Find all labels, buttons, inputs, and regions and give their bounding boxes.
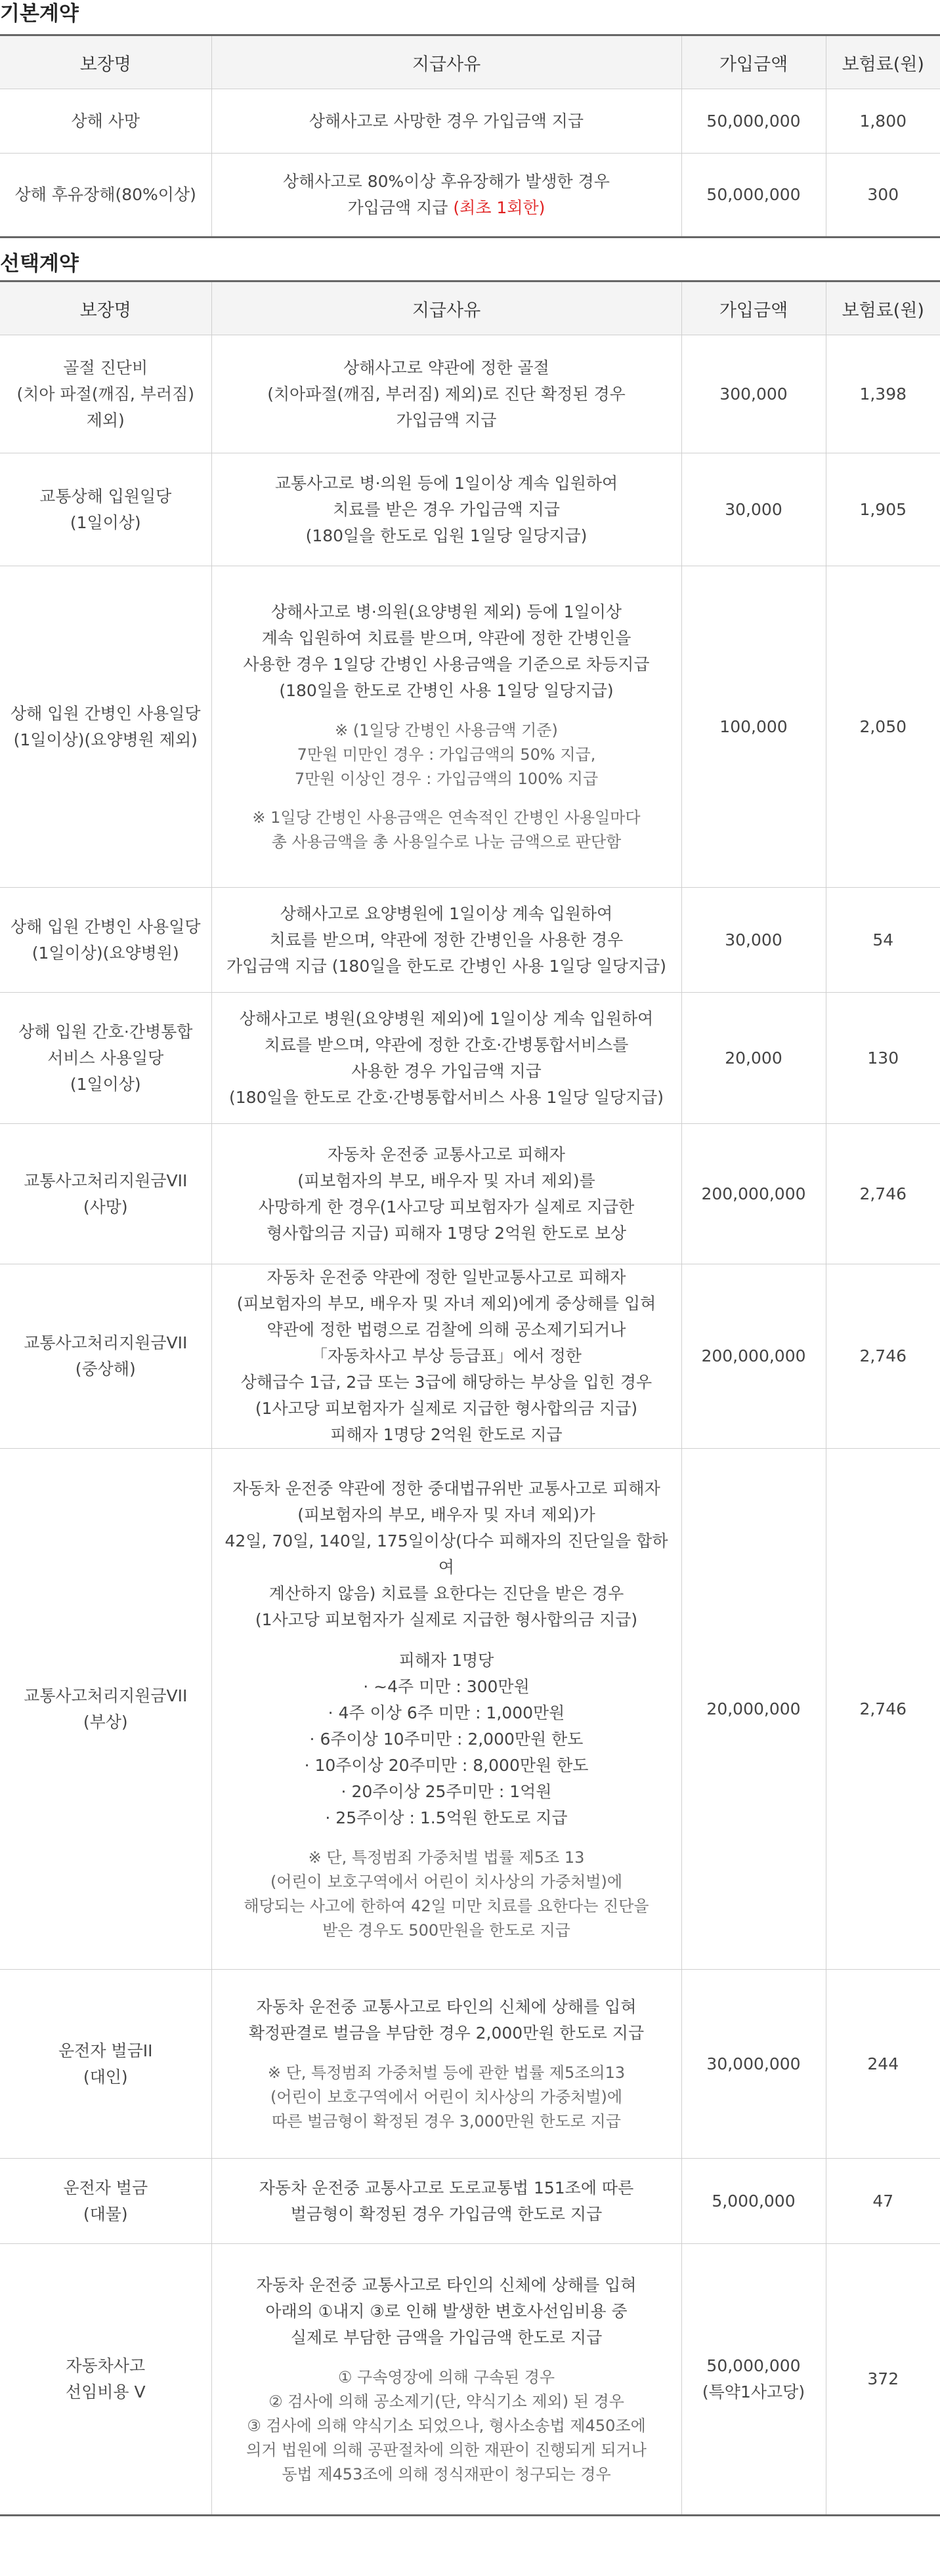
coverage-name — [0, 1449, 211, 1970]
payment-reason — [211, 335, 681, 453]
reason-line: 계산하지 않음) 치료를 요한다는 진단을 받은 경우 — [268, 1583, 624, 1603]
coverage-name — [0, 993, 211, 1124]
amount — [681, 993, 826, 1124]
table-row — [0, 1124, 940, 1264]
premium: 130 — [826, 993, 940, 1124]
optional-contract-title: 선택계약 — [0, 252, 79, 276]
coverage-name: 상해 사망 — [0, 89, 211, 154]
table-row — [0, 1264, 940, 1449]
spacer — [220, 2046, 673, 2061]
note-line: 따른 벌금형이 확정된 경우 3,000만원 한도로 지급 — [272, 2112, 621, 2130]
header-premium: 보험료(원) — [826, 281, 940, 335]
note-line: ※ 1일당 간병인 사용금액은 연속적인 간병인 사용일마다 — [252, 808, 641, 827]
reason-line: 아래의 ①내지 ③로 인해 발생한 변호사선임비용 중 — [265, 2301, 628, 2321]
amount-value: 20,000,000 — [706, 1699, 801, 1718]
amount: 50,000,000 — [681, 154, 826, 238]
coverage-name-line: 골절 진단비 — [63, 358, 148, 377]
payment-reason — [211, 993, 681, 1124]
premium: 2,746 — [826, 1264, 940, 1449]
coverage-name-line: (대물) — [83, 2204, 128, 2224]
reason-line: · 20주이상 25주미만 : 1억원 — [341, 1781, 552, 1801]
header-amount: 가입금액 — [681, 35, 826, 89]
table-row — [0, 154, 940, 238]
note-line: ※ 단, 특정범죄 가중처벌 등에 관한 법률 제5조의13 — [267, 2064, 626, 2082]
table-row — [0, 1970, 940, 2159]
reason-line: (180일을 한도로 입원 1일당 일당지급) — [305, 526, 588, 545]
coverage-name-line: (1일이상) — [70, 512, 141, 532]
reason-line: 상해급수 1급, 2급 또는 3급에 해당하는 부상을 입힌 경우 — [240, 1373, 652, 1392]
amount — [681, 453, 826, 566]
premium: 47 — [826, 2159, 940, 2244]
reason-line: 피해자 1명당 2억원 한도로 지급 — [330, 1425, 563, 1444]
payment-reason — [211, 1449, 681, 1970]
note-line: 총 사용금액을 총 사용일수로 나눈 금액으로 판단함 — [271, 833, 622, 851]
amount-value: 200,000,000 — [701, 1184, 806, 1203]
reason-line: 사용한 경우 가입금액 지급 — [351, 1061, 542, 1081]
coverage-name — [0, 453, 211, 566]
amount — [681, 335, 826, 453]
reason-line: 상해사고로 요양병원에 1일이상 계속 입원하여 — [280, 904, 613, 923]
coverage-name-line: 교통상해 입원일당 — [39, 486, 172, 506]
reason-line: · 4주 이상 6주 미만 : 1,000만원 — [328, 1703, 565, 1722]
coverage-name-line: 교통사고처리지원금VII — [24, 1686, 188, 1705]
reason-line: (180일을 한도로 간호·간병통합서비스 사용 1일당 일당지급) — [228, 1087, 664, 1107]
reason-line: · ~4주 미만 : 300만원 — [363, 1676, 530, 1696]
reason-line: (피보험자의 부모, 배우자 및 자녀 제외)가 — [297, 1505, 595, 1524]
table-row — [0, 2159, 940, 2244]
header-premium: 보험료(원) — [826, 35, 940, 89]
header-payment-reason: 지급사유 — [211, 35, 681, 89]
spacer — [220, 704, 673, 718]
amount — [681, 1264, 826, 1449]
premium: 54 — [826, 888, 940, 993]
coverage-name-line: 선임비용 V — [65, 2382, 146, 2401]
header-amount: 가입금액 — [681, 281, 826, 335]
amount-value: 20,000 — [725, 1048, 782, 1068]
table-row — [0, 566, 940, 888]
payment-reason — [211, 566, 681, 888]
amount-value: 50,000,000 — [706, 2356, 801, 2375]
reason-line: 상해사고로 병원(요양병원 제외)에 1일이상 계속 입원하여 — [239, 1008, 654, 1028]
payment-reason — [211, 1970, 681, 2159]
amount-value: 30,000,000 — [706, 2054, 801, 2073]
reason-line: 자동차 운전중 약관에 정한 중대법규위반 교통사고로 피해자 — [232, 1478, 660, 1498]
reason-line: 치료를 받은 경우 가입금액 지급 — [333, 499, 560, 519]
coverage-name-line: 교통사고처리지원금VII — [24, 1171, 188, 1190]
reason-line: 상해사고로 병·의원(요양병원 제외) 등에 1일이상 — [271, 602, 622, 621]
reason-line: 사망하게 한 경우(1사고당 피보험자가 실제로 지급한 — [258, 1197, 635, 1216]
reason-line: 상해사고로 약관에 정한 골절 — [343, 358, 549, 377]
amount — [681, 566, 826, 888]
coverage-name — [0, 566, 211, 888]
note-line: 7만원 미만인 경우 : 가입금액의 50% 지급, — [297, 745, 596, 764]
spacer — [220, 1633, 673, 1648]
table-row — [0, 888, 940, 993]
premium: 1,398 — [826, 335, 940, 453]
spacer — [220, 2351, 673, 2365]
premium: 2,746 — [826, 1124, 940, 1264]
coverage-name-line: (1일이상)(요양병원) — [32, 943, 179, 963]
coverage-name-line: (1일이상)(요양병원 제외) — [13, 730, 198, 749]
reason-line: 가입금액 지급 (180일을 한도로 간병인 사용 1일당 일당지급) — [226, 956, 667, 976]
table-row — [0, 1449, 940, 1970]
reason-line: (1사고당 피보험자가 실제로 지급한 형사합의금 지급) — [255, 1610, 638, 1629]
coverage-name — [0, 1264, 211, 1449]
coverage-name-line: 서비스 사용일당 — [47, 1048, 164, 1068]
basic-contract-table — [0, 34, 940, 238]
spacer — [220, 791, 673, 806]
amount — [681, 1124, 826, 1264]
amount-value: 30,000 — [725, 930, 782, 949]
amount — [681, 1970, 826, 2159]
note-line: ※ 단, 특정범죄 가중처벌 법률 제5조 13 — [308, 1848, 585, 1867]
reason-line: 자동차 운전중 약관에 정한 일반교통사고로 피해자 — [267, 1268, 626, 1287]
reason-line: 가입금액 지급 — [396, 410, 497, 430]
coverage-name-line: (1일이상) — [70, 1074, 141, 1094]
coverage-name-line: 상해 입원 간호·간병통합 — [18, 1022, 193, 1041]
payment-reason — [211, 154, 681, 238]
coverage-name-line: 상해 입원 간병인 사용일당 — [11, 703, 201, 723]
coverage-name — [0, 2159, 211, 2244]
reason-line: 피해자 1명당 — [398, 1650, 494, 1670]
note-line: 동법 제453조에 의해 정식재판이 청구되는 경우 — [282, 2464, 611, 2483]
reason-line: · 10주이상 20주미만 : 8,000만원 한도 — [304, 1755, 589, 1775]
coverage-name-line: 제외) — [86, 410, 125, 430]
payment-reason — [211, 888, 681, 993]
table-header-row — [0, 35, 940, 89]
coverage-name-line: 운전자 벌금 — [63, 2178, 148, 2197]
reason-line: 확정판결로 벌금을 부담한 경우 2,000만원 한도로 지급 — [248, 2024, 645, 2043]
header-coverage-name: 보장명 — [0, 35, 211, 89]
reason-line: 약관에 정한 법령으로 검찰에 의해 공소제기되거나 — [267, 1320, 626, 1339]
reason-line: 자동차 운전중 교통사고로 도로교통법 151조에 따른 — [259, 2178, 634, 2197]
header-payment-reason: 지급사유 — [211, 281, 681, 335]
reason-line: 42일, 70일, 140일, 175일이상(다수 피해자의 진단일을 합하여 — [224, 1531, 668, 1577]
premium: 2,050 — [826, 566, 940, 888]
payment-reason — [211, 1264, 681, 1449]
premium: 2,746 — [826, 1449, 940, 1970]
limit-highlight: (최초 1회한) — [453, 198, 545, 217]
reason-line: 사용한 경우 1일당 간병인 사용금액을 기준으로 차등지급 — [243, 655, 650, 674]
premium: 1,905 — [826, 453, 940, 566]
note-line: (어린이 보호구역에서 어린이 치사상의 가중처벌)에 — [270, 2088, 623, 2106]
reason-text: 가입금액 지급 — [347, 198, 448, 217]
reason-line: (180일을 한도로 간병인 사용 1일당 일당지급) — [279, 681, 614, 700]
premium: 1,800 — [826, 89, 940, 154]
payment-reason — [211, 2159, 681, 2244]
table-row — [0, 453, 940, 566]
table-row — [0, 89, 940, 154]
amount-value: 100,000 — [719, 717, 788, 736]
reason-line: 치료를 받으며, 약관에 정한 간호·간병통합서비스를 — [264, 1035, 629, 1054]
coverage-name-line: 교통사고처리지원금VII — [24, 1333, 188, 1352]
reason-line: 교통사고로 병·의원 등에 1일이상 계속 입원하여 — [274, 473, 618, 493]
reason-line: (피보험자의 부모, 배우자 및 자녀 제외)를 — [297, 1171, 595, 1190]
coverage-name-line: (대인) — [83, 2067, 128, 2087]
spacer — [220, 1831, 673, 1846]
premium: 244 — [826, 1970, 940, 2159]
note-line: 해당되는 사고에 한하여 42일 미만 치료를 요한다는 진단을 — [244, 1896, 649, 1915]
reason-line: · 6주이상 10주미만 : 2,000만원 한도 — [309, 1729, 584, 1749]
coverage-name — [0, 1124, 211, 1264]
note-line: ① 구속영장에 의해 구속된 경우 — [337, 2367, 555, 2386]
coverage-name-line: 상해 입원 간병인 사용일당 — [11, 917, 201, 936]
note-line: ② 검사에 의해 공소제기(단, 약식기소 제외) 된 경우 — [268, 2392, 624, 2411]
note-line: 의거 법원에 의해 공판절차에 의한 재판이 진행되게 되거나 — [246, 2440, 647, 2459]
coverage-name-line: 운전자 벌금II — [58, 2041, 153, 2060]
premium: 372 — [826, 2244, 940, 2516]
coverage-name-line: 자동차사고 — [66, 2356, 146, 2375]
coverage-name — [0, 1970, 211, 2159]
note-line: 7만원 이상인 경우 : 가입금액의 100% 지급 — [294, 770, 599, 788]
reason-line: 실제로 부담한 금액을 가입금액 한도로 지급 — [290, 2327, 603, 2347]
amount — [681, 2159, 826, 2244]
basic-contract-title: 기본계약 — [0, 2, 79, 26]
reason-line: 자동차 운전중 교통사고로 타인의 신체에 상해를 입혀 — [256, 2275, 637, 2295]
amount — [681, 888, 826, 993]
coverage-name-line: (중상해) — [75, 1360, 136, 1379]
reason-line: 형사합의금 지급) 피해자 1명당 2억원 한도로 보상 — [266, 1223, 627, 1243]
reason-line: (치아파절(깨짐, 부러짐) 제외)로 진단 확정된 경우 — [267, 384, 626, 404]
amount-value: 300,000 — [719, 384, 788, 404]
coverage-name — [0, 888, 211, 993]
reason-line: 계속 입원하여 치료를 받으며, 약관에 정한 간병인을 — [261, 629, 631, 648]
reason-line: (1사고당 피보험자가 실제로 지급한 형사합의금 지급) — [255, 1399, 638, 1418]
amount-value: 5,000,000 — [712, 2191, 796, 2211]
reason-line: (피보험자의 부모, 배우자 및 자녀 제외)에게 중상해를 입혀 — [236, 1294, 656, 1313]
coverage-name — [0, 2244, 211, 2516]
note-line: (어린이 보호구역에서 어린이 치사상의 가중처벌)에 — [270, 1872, 623, 1891]
amount: 50,000,000 — [681, 89, 826, 154]
header-coverage-name: 보장명 — [0, 281, 211, 335]
table-header-row — [0, 281, 940, 335]
table-row — [0, 993, 940, 1124]
payment-reason — [211, 1124, 681, 1264]
premium: 300 — [826, 154, 940, 238]
coverage-name: 상해 후유장해(80%이상) — [0, 154, 211, 238]
reason-line: 「자동차사고 부상 등급표」에서 정한 — [311, 1346, 582, 1365]
coverage-name-line: (치아 파절(깨짐, 부러짐) — [16, 384, 194, 404]
note-line: ③ 검사에 의해 약식기소 되었으나, 형사소송법 제450조에 — [247, 2416, 646, 2435]
reason-line: 벌금형이 확정된 경우 가입금액 한도로 지급 — [290, 2204, 603, 2224]
reason-line — [220, 195, 673, 221]
amount — [681, 1449, 826, 1970]
payment-reason — [211, 2244, 681, 2516]
table-row — [0, 335, 940, 453]
note-line: ※ (1일당 간병인 사용금액 기준) — [335, 721, 558, 739]
reason-line: 상해사고로 80%이상 후유장해가 발생한 경우 — [283, 172, 610, 191]
reason-line: 치료를 받으며, 약관에 정한 간병인을 사용한 경우 — [269, 930, 624, 949]
coverage-name — [0, 335, 211, 453]
table-row — [0, 2244, 940, 2516]
reason-line: · 25주이상 : 1.5억원 한도로 지급 — [325, 1808, 568, 1827]
amount-value: 30,000 — [725, 499, 782, 519]
payment-reason — [211, 453, 681, 566]
coverage-name-line: (부상) — [83, 1712, 128, 1732]
payment-reason: 상해사고로 사망한 경우 가입금액 지급 — [211, 89, 681, 154]
optional-contract-table — [0, 280, 940, 2516]
reason-line: 자동차 운전중 교통사고로 피해자 — [328, 1144, 565, 1164]
note-line: 받은 경우도 500만원을 한도로 지급 — [322, 1921, 570, 1940]
amount-sub: (특약1사고당) — [702, 2382, 805, 2401]
coverage-name-line: (사망) — [83, 1197, 128, 1216]
amount — [681, 2244, 826, 2516]
amount-value: 200,000,000 — [701, 1346, 806, 1365]
reason-line: 자동차 운전중 교통사고로 타인의 신체에 상해를 입혀 — [256, 1997, 637, 2016]
